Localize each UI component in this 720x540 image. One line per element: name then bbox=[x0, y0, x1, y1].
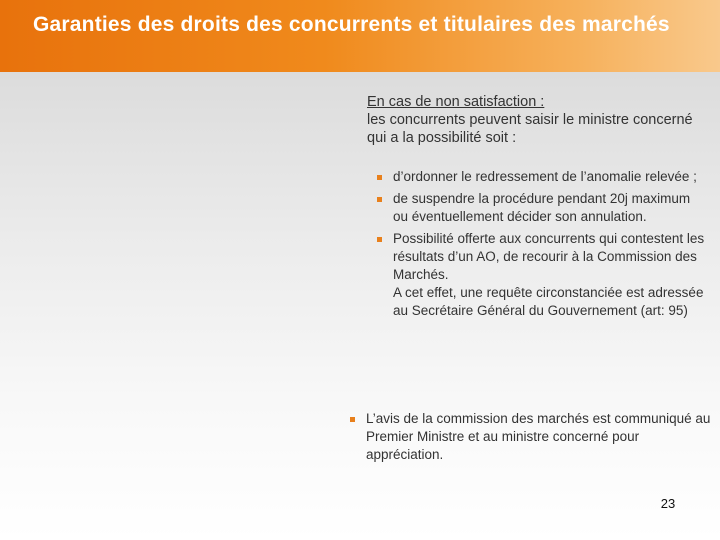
title-bar bbox=[0, 0, 720, 72]
list-item bbox=[377, 230, 707, 320]
bullet-continuation-text: A cet effet, une requête circonstanciée est adressée au Secrétaire Général du Gouvernement (art: 95) bbox=[393, 285, 704, 318]
slide-title: Garanties des droits des concurrents et titulaires des marchés bbox=[33, 13, 670, 36]
square-bullet-icon bbox=[350, 417, 355, 422]
square-bullet-icon bbox=[377, 175, 382, 180]
bullet-list bbox=[377, 168, 707, 324]
square-bullet-icon bbox=[377, 237, 382, 242]
list-item bbox=[350, 410, 716, 464]
intro-text: les concurrents peuvent saisir le ministre concerné qui a la possibilité soit : bbox=[367, 112, 693, 146]
bullet-text: d’ordonner le redressement de l’anomalie relevée ; bbox=[393, 169, 697, 184]
list-item bbox=[377, 190, 707, 226]
bullet-text: L’avis de la commission des marchés est communiqué au Premier Ministre et au ministre concerné pour appréciation. bbox=[366, 411, 711, 462]
list-item bbox=[377, 168, 707, 186]
intro-block bbox=[367, 93, 707, 147]
intro-heading: En cas de non satisfaction : bbox=[367, 94, 545, 110]
bullet-text: Possibilité offerte aux concurrents qui contestent les résultats d’un AO, de recourir à la Commission des Marchés. bbox=[393, 231, 705, 282]
page-number: 23 bbox=[660, 496, 676, 511]
bullet-text: de suspendre la procédure pendant 20j maximum ou éventuellement décider son annulation. bbox=[393, 191, 691, 224]
square-bullet-icon bbox=[377, 197, 382, 202]
